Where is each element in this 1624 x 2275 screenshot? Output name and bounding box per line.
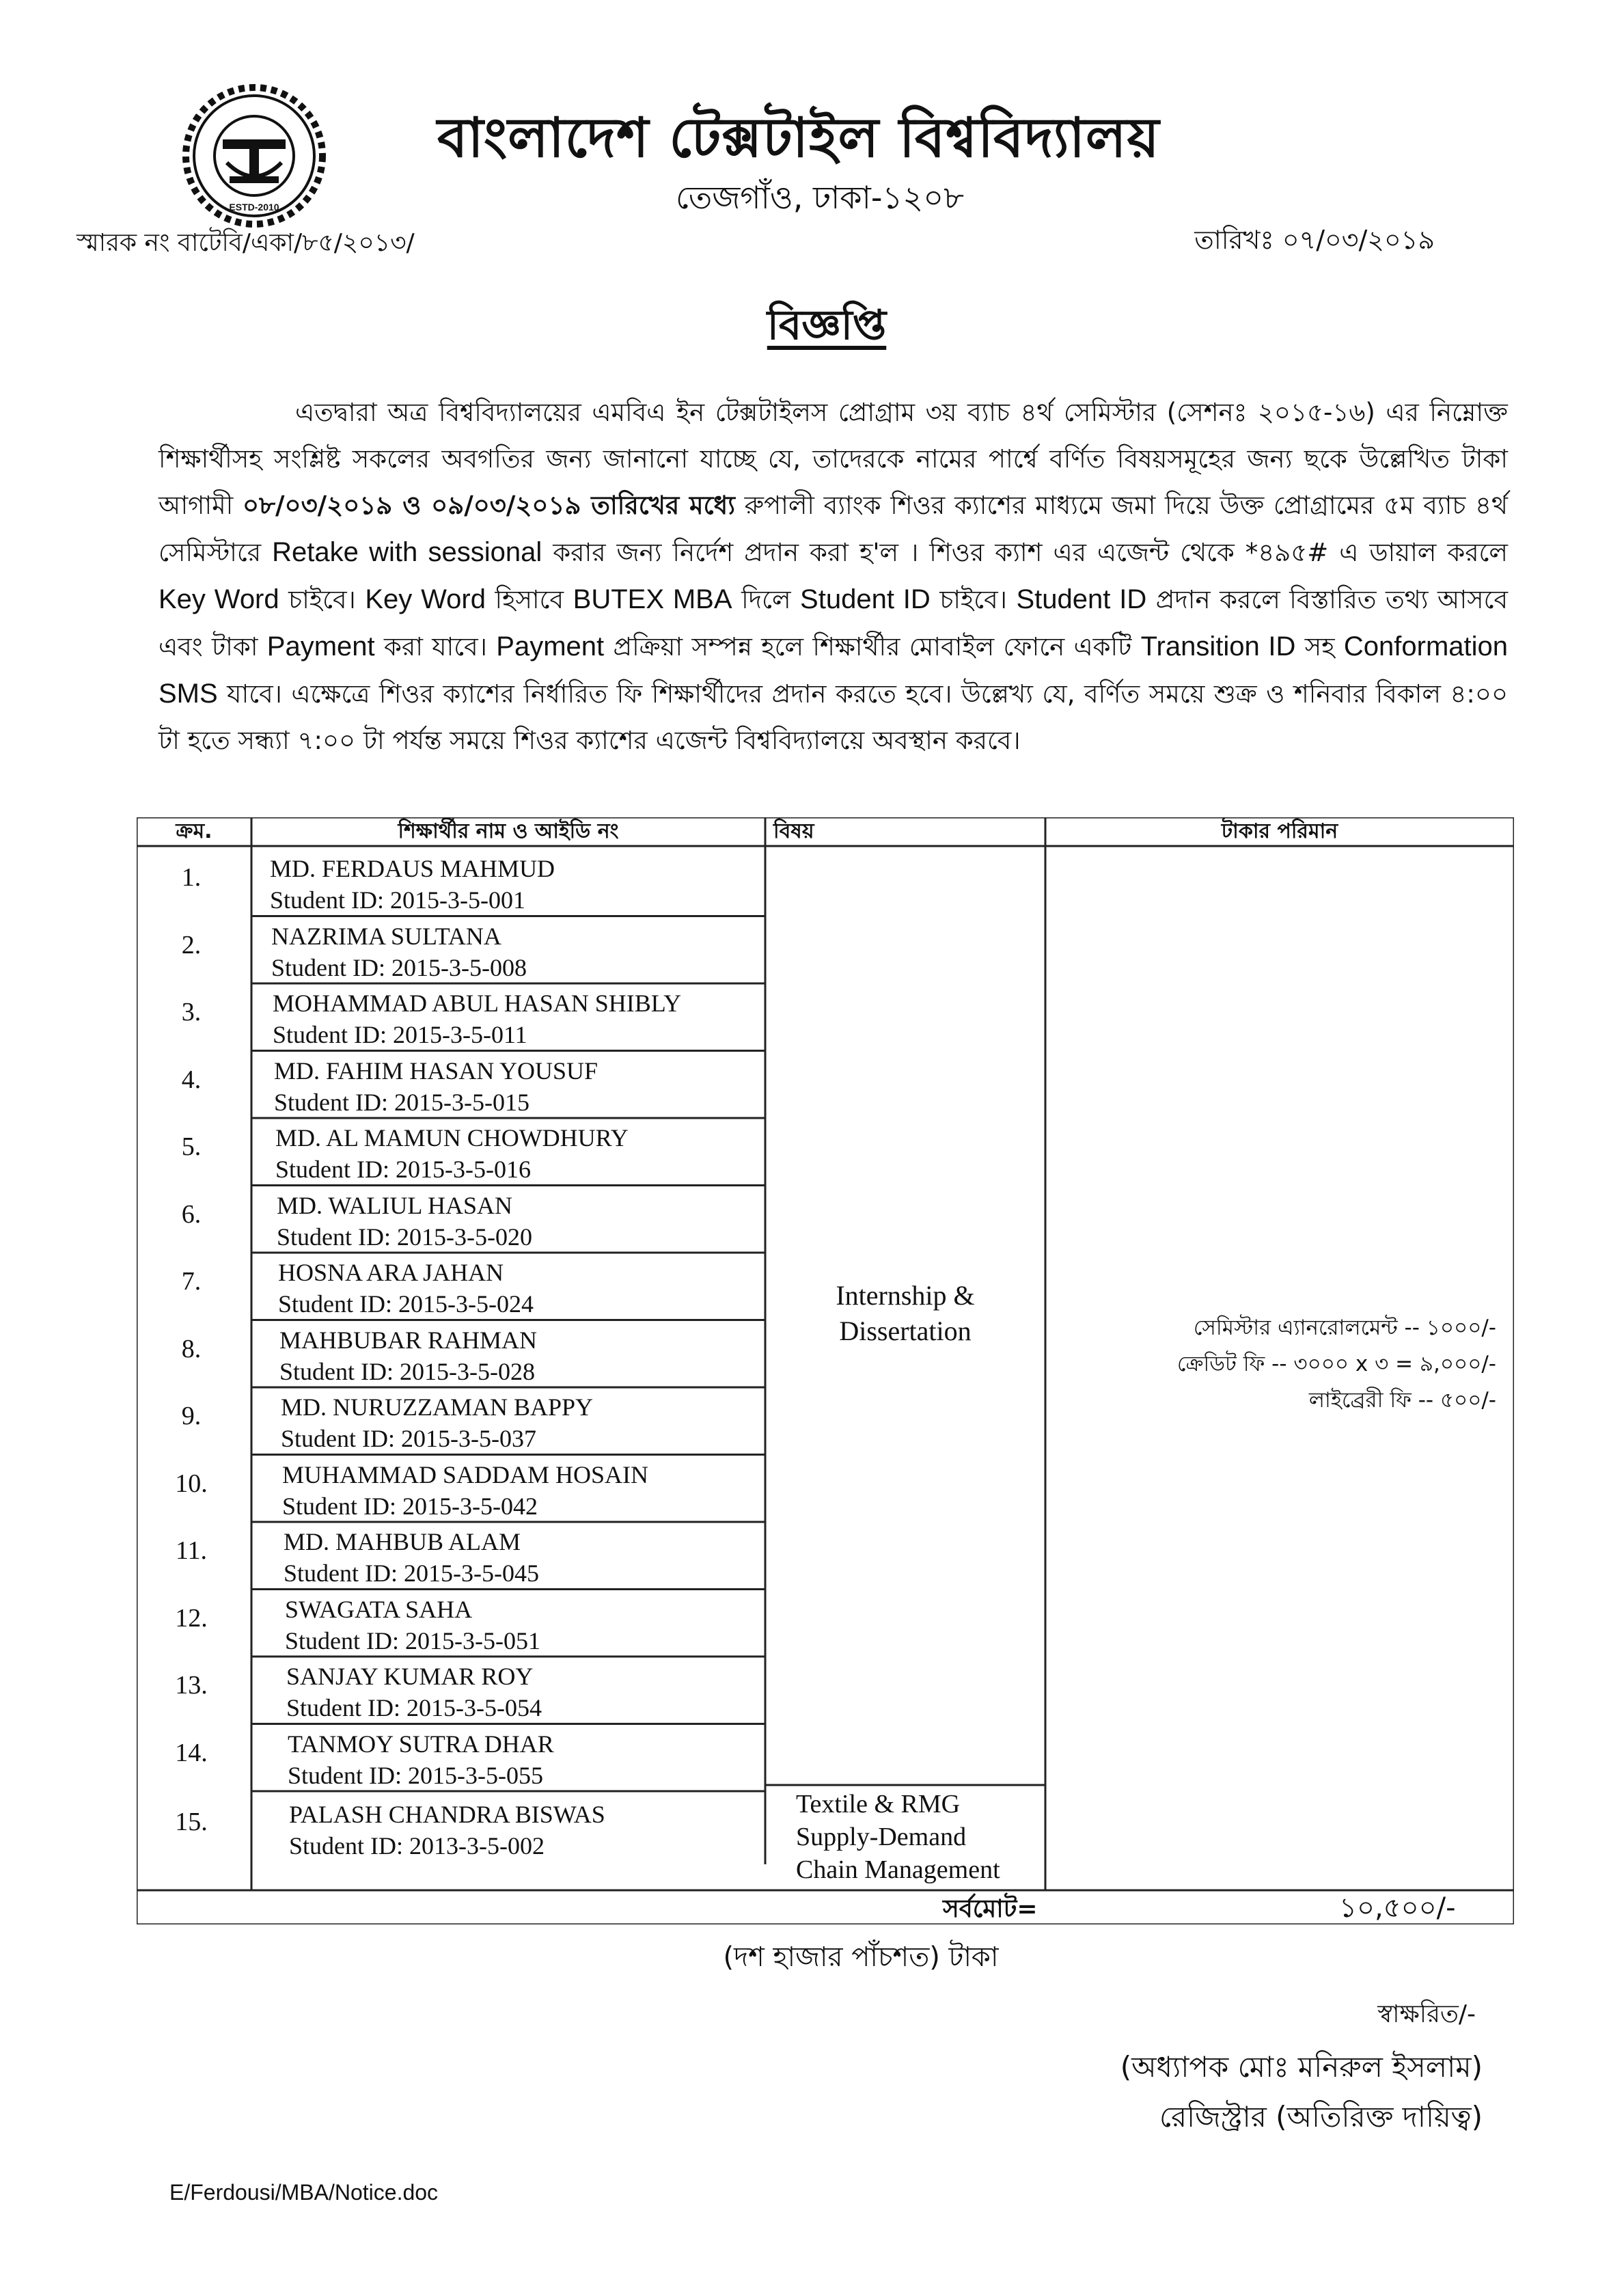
row-serial: 13. bbox=[175, 1671, 208, 1700]
row-serial: 4. bbox=[181, 1065, 202, 1094]
memo-number: স্মারক নং বাটেবি/একা/৮৫/২০১৩/ bbox=[77, 229, 415, 257]
body-text: যাবে। এক্ষেত্রে শিওর ক্যাশের নির্ধারিত ফি শিক্ষার্থীদের প্রদান করতে হবে। উল্লেখ্য যে, বর্ণিত সময়ে শুক্র ও শনিবার বিকাল ৪:০০ টা হতে সন্ধ্যা ৭:০০ টা পর্যন্ত সময়ে শিওর ক্যাশের এজেন্ট বিশ্ববিদ্যালয়ে অবস্থান করবে। bbox=[159, 679, 1509, 755]
student-id: Student ID: 2015-3-5-016 bbox=[275, 1156, 531, 1183]
body-text: প্রদান করলে বিস্তারিত তথ্য আসবে এবং টাকা bbox=[159, 585, 1509, 662]
student-name: HOSNA ARA JAHAN bbox=[278, 1259, 504, 1286]
table-row bbox=[281, 1391, 773, 1454]
university-address: তেজগাঁও, ঢাকা-১২০৮ bbox=[676, 179, 964, 216]
body-text: করার জন্য নির্দেশ প্রদান করা হ'ল । শিওর ক্যাশ এর এজেন্ট থেকে *৪৯৫# এ ডায়াল করলে bbox=[553, 538, 1508, 567]
notice-date: তারিখঃ ০৭/০৩/২০১৯ bbox=[1194, 225, 1435, 255]
amount-breakdown bbox=[1066, 1310, 1496, 1419]
student-id: Student ID: 2013-3-5-002 bbox=[289, 1832, 545, 1859]
student-id: Student ID: 2015-3-5-051 bbox=[285, 1626, 540, 1654]
row-serial: 3. bbox=[181, 998, 202, 1026]
butex-keyword: BUTEX MBA bbox=[573, 584, 732, 614]
student-name: MD. FERDAUS MAHMUD bbox=[270, 855, 555, 882]
student-name: MUHAMMAD SADDAM HOSAIN bbox=[282, 1460, 649, 1488]
table-row bbox=[286, 1661, 778, 1724]
body-text: প্রক্রিয়া সম্পন্ন হলে শিক্ষার্থীর মোবাইল ফোনে একটি bbox=[613, 632, 1132, 662]
amount-line: লাইব্রেরী ফি -- ৫০০/- bbox=[1308, 1388, 1496, 1413]
subject-line: Chain Management bbox=[796, 1855, 1000, 1884]
row-serial: 11. bbox=[175, 1536, 208, 1565]
table-row bbox=[289, 1799, 781, 1862]
row-serial: 10. bbox=[175, 1469, 208, 1498]
body-text: এতদ্বারা অত্র বিশ্ববিদ্যালয়ের এমবিএ ইন টেক্সটাইলস প্রোগ্রাম ৩য় ব্যাচ ৪র্থ সেমিস্টার (সেশনঃ ২০১৫-১৬) এর নিম্নোক্ত শিক্ষার্থীসহ সংশ্লিষ্ট সকলের অবগতির জন্য জানানো যাচ্ছে যে, তাদেরকে নামের পার্শ্বে বর্ণিত বিষয়সমূহের জন্য ছকে উল্লেখিত টাকা আগামী bbox=[159, 398, 1508, 520]
row-serial: 6. bbox=[181, 1199, 202, 1229]
amount-line: সেমিস্টার এ্যানরোলমেন্ট -- ১০০০/- bbox=[1193, 1316, 1496, 1340]
university-seal bbox=[179, 81, 329, 231]
subject-internship bbox=[765, 1278, 1045, 1349]
student-id: Student ID: 2015-3-5-028 bbox=[279, 1357, 535, 1385]
sms-text: Conformation SMS bbox=[159, 631, 1509, 709]
body-text: চাইবে। bbox=[939, 585, 1007, 614]
student-name: NAZRIMA SULTANA bbox=[271, 922, 501, 950]
row-serial: 9. bbox=[181, 1402, 202, 1430]
table-row bbox=[278, 1257, 770, 1320]
student-name: SWAGATA SAHA bbox=[285, 1595, 473, 1623]
seal-text: ESTD-2010 bbox=[229, 202, 279, 213]
row-serial: 7. bbox=[181, 1267, 202, 1296]
student-id: Student ID: 2015-3-5-008 bbox=[271, 953, 527, 981]
table-row bbox=[274, 1055, 766, 1118]
table-row bbox=[277, 1190, 769, 1253]
student-name: TANMOY SUTRA DHAR bbox=[288, 1730, 554, 1758]
keyword-text: Key Word bbox=[365, 584, 486, 614]
student-name: MD. WALIUL HASAN bbox=[277, 1191, 512, 1219]
table-row bbox=[271, 921, 763, 983]
university-name: বাংলাদেশ টেক্সটাইল বিশ্ববিদ্যালয় bbox=[437, 106, 1160, 169]
table-row bbox=[273, 987, 765, 1050]
student-id: Student ID: 2015-3-5-024 bbox=[278, 1290, 534, 1318]
body-text: সহ bbox=[1304, 632, 1335, 662]
student-id: Student ID: 2015-3-5-045 bbox=[284, 1559, 539, 1587]
row-serial: 5. bbox=[181, 1132, 202, 1161]
row-serial: 2. bbox=[181, 930, 202, 959]
row-serial: 14. bbox=[175, 1738, 208, 1767]
student-id: Student ID: 2015-3-5-020 bbox=[277, 1223, 532, 1251]
student-name: MD. MAHBUB ALAM bbox=[284, 1528, 521, 1555]
payment-text: Payment bbox=[496, 631, 605, 662]
amount-in-words: (দশ হাজার পাঁচশত) টাকা bbox=[723, 1942, 999, 1973]
subject-textile-rmg bbox=[796, 1788, 1042, 1886]
student-id: Student ID: 2015-3-5-054 bbox=[286, 1694, 542, 1721]
student-id: Student ID: 2015-3-5-015 bbox=[274, 1088, 529, 1116]
student-name: MD. AL MAMUN CHOWDHURY bbox=[275, 1124, 629, 1152]
subject-line: Internship & bbox=[836, 1280, 975, 1311]
row-serial: 1. bbox=[181, 863, 202, 892]
table-row bbox=[279, 1324, 771, 1387]
student-name: MD. NURUZZAMAN BAPPY bbox=[281, 1393, 594, 1421]
body-text: দিলে bbox=[741, 585, 791, 614]
transition-id-text: Transition ID bbox=[1140, 631, 1296, 662]
payment-text: Payment bbox=[266, 631, 375, 662]
table-row bbox=[285, 1594, 777, 1657]
header-student: শিক্ষার্থীর নাম ও আইডি নং bbox=[398, 819, 619, 843]
subject-line: Dissertation bbox=[839, 1316, 972, 1346]
body-text: করা যাবে। bbox=[383, 632, 487, 662]
body-text: রুপালী ব্যাংক শিওর ক্যাশের মাধ্যমে জমা দিয়ে উক্ত প্রোগ্রামের ৫ম ব্যাচ ৪র্থ সেমিস্টারে bbox=[159, 491, 1508, 567]
subject-line: Textile & RMG bbox=[796, 1790, 961, 1818]
header-subject: বিষয় bbox=[773, 819, 814, 843]
signatory-name: (অধ্যাপক মোঃ মনিরুল ইসলাম) bbox=[1120, 2050, 1483, 2084]
row-serial: 8. bbox=[181, 1334, 202, 1363]
header-amount: টাকার পরিমান bbox=[1221, 819, 1338, 843]
row-serial: 12. bbox=[175, 1603, 208, 1633]
student-id: Student ID: 2015-3-5-042 bbox=[282, 1492, 538, 1520]
student-id: Student ID: 2015-3-5-037 bbox=[281, 1425, 536, 1452]
student-name: SANJAY KUMAR ROY bbox=[286, 1663, 534, 1690]
student-id-text: Student ID bbox=[1016, 584, 1147, 614]
signed-text: স্বাক্ষরিত/- bbox=[1377, 2000, 1476, 2028]
total-label: সর্বমোট= bbox=[943, 1895, 1038, 1923]
notice-title: বিজ্ঞপ্তি bbox=[767, 301, 887, 349]
file-path: E/Ferdousi/MBA/Notice.doc bbox=[169, 2180, 439, 2205]
row-serial: 15. bbox=[175, 1808, 208, 1836]
student-name: PALASH CHANDRA BISWAS bbox=[289, 1801, 605, 1828]
student-id: Student ID: 2015-3-5-001 bbox=[270, 886, 525, 914]
retake-text: Retake with sessional bbox=[272, 537, 542, 567]
student-id-text: Student ID bbox=[800, 584, 931, 614]
body-text: চাইবে। bbox=[288, 585, 356, 614]
deadline-text: ০৮/০৩/২০১৯ ও ০৯/০৩/২০১৯ তারিখের মধ্যে bbox=[242, 491, 735, 520]
body-text: হিসাবে bbox=[495, 585, 564, 614]
table-row bbox=[275, 1122, 767, 1185]
notice-body bbox=[159, 390, 1508, 764]
student-id: Student ID: 2015-3-5-011 bbox=[273, 1021, 527, 1048]
subject-line: Supply-Demand bbox=[796, 1823, 967, 1851]
student-name: MOHAMMAD ABUL HASAN SHIBLY bbox=[273, 990, 682, 1017]
keyword-text: Key Word bbox=[159, 584, 279, 614]
student-id: Student ID: 2015-3-5-055 bbox=[288, 1761, 543, 1789]
table-row bbox=[284, 1526, 775, 1589]
table-row bbox=[282, 1459, 774, 1522]
student-name: MD. FAHIM HASAN YOUSUF bbox=[274, 1057, 598, 1085]
table-row bbox=[270, 853, 762, 916]
amount-line: ক্রেডিট ফি -- ৩০০০ x ৩ = ৯,০০০/- bbox=[1176, 1352, 1496, 1376]
table-row bbox=[288, 1728, 780, 1791]
signatory-title: রেজিস্ট্রার (অতিরিক্ত দায়িত্ব) bbox=[1159, 2100, 1483, 2134]
total-value: ১০,৫০০/- bbox=[1339, 1892, 1456, 1924]
header-serial: ক্রম. bbox=[176, 819, 212, 843]
student-name: MAHBUBAR RAHMAN bbox=[279, 1326, 538, 1354]
